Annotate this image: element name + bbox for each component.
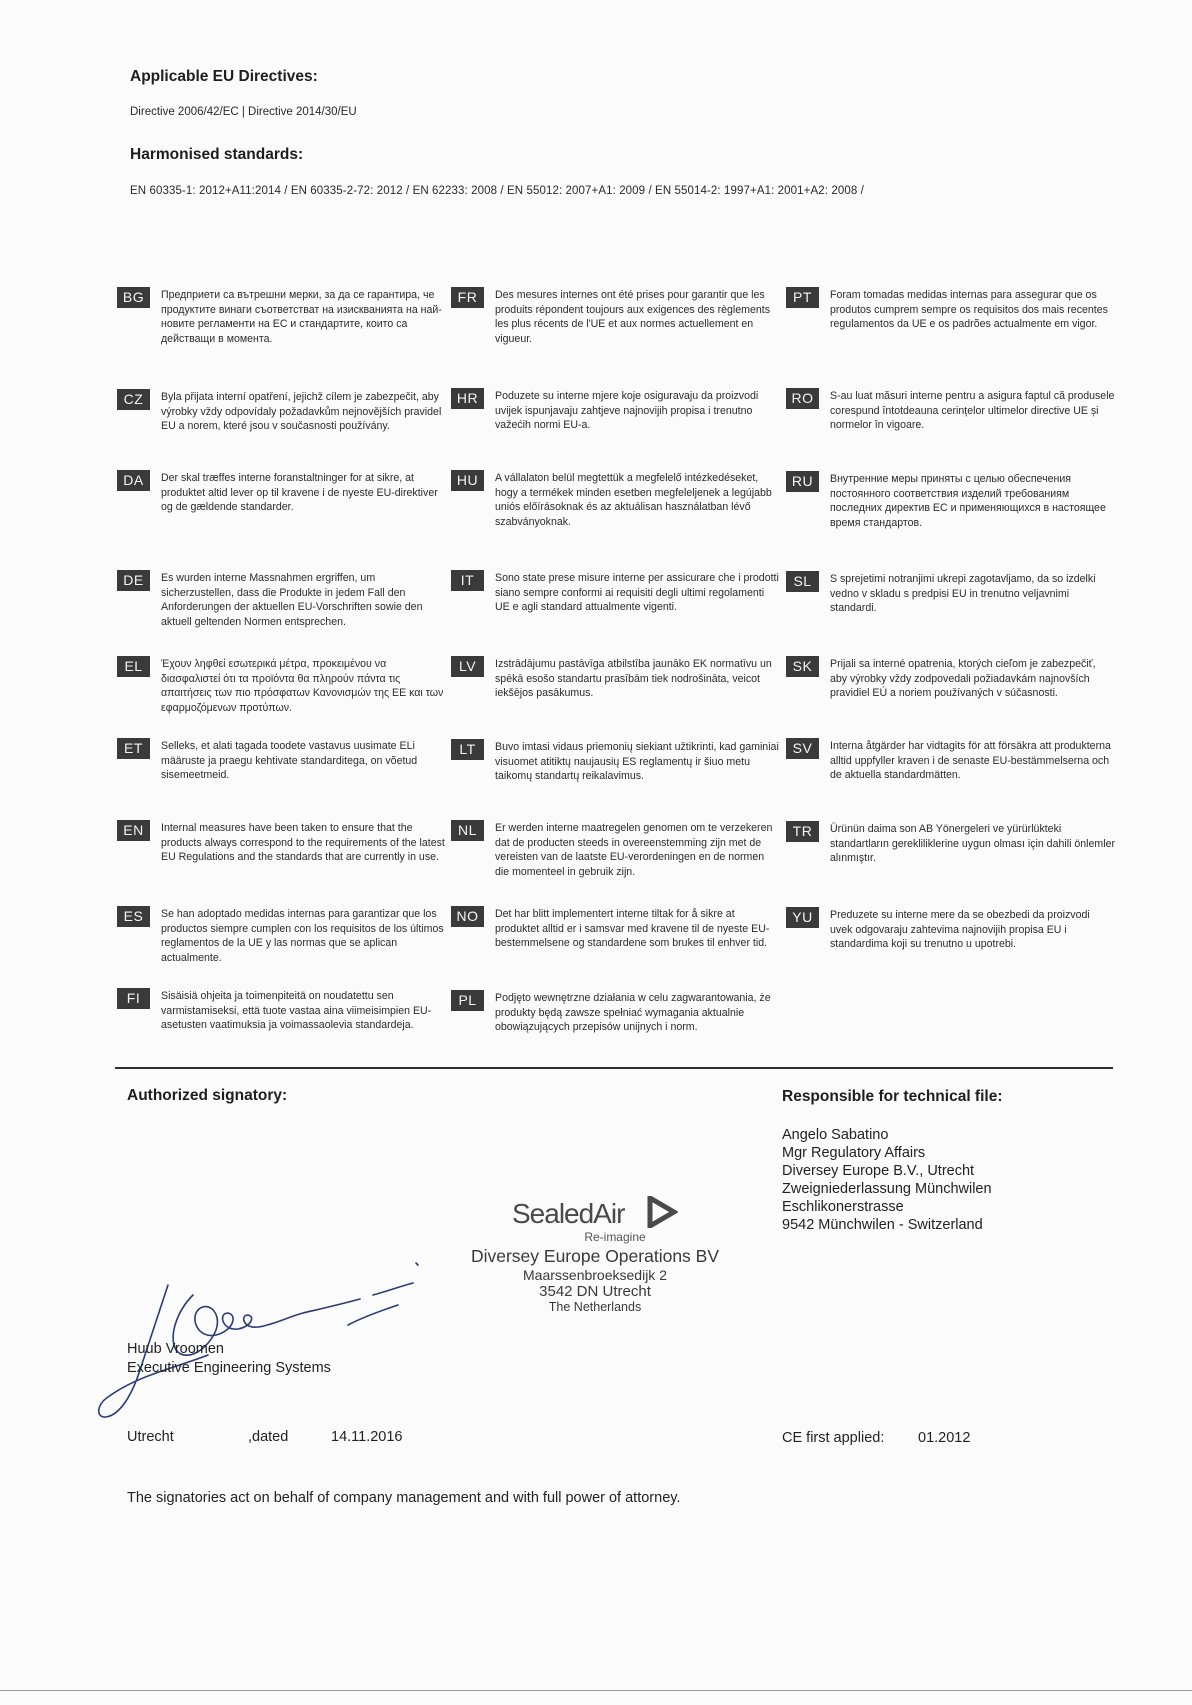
lang-code-badge: TR bbox=[786, 821, 819, 842]
company-logo bbox=[440, 1196, 750, 1234]
lang-statement: Der skal træffes interne foranstaltninger for at sikre, at produktet altid lever op til kravene i de nyeste EU-direktiver og de gældende standarder. bbox=[161, 472, 438, 514]
lang-code-badge: CZ bbox=[117, 389, 150, 410]
lang-code-badge: PT bbox=[786, 287, 819, 308]
lang-code-badge: NO bbox=[451, 906, 484, 927]
contact-line: Diversey Europe B.V., Utrecht bbox=[782, 1163, 975, 1179]
contact-line: Eschlikonerstrasse bbox=[782, 1199, 904, 1215]
section-divider bbox=[115, 1067, 1113, 1069]
directives-heading: Applicable EU Directives: bbox=[130, 68, 318, 85]
lang-statement: Selleks, et alati tagada toodete vastavus uusimate ELi määruste ja praegu kehtivate standarditega, on võetud sisemeetmeid. bbox=[161, 740, 418, 782]
signatory-heading: Authorized signatory: bbox=[127, 1087, 288, 1104]
lang-statement: S sprejetimi notranjimi ukrepi zagotavljamo, da so izdelki vedno v skladu s predpisi EU in trenutno veljavnimi standardi. bbox=[830, 573, 1096, 615]
lang-statement: Er werden interne maatregelen genomen om te verzekeren dat de producten steeds in overeenstemming zijn met de vereisten van de laatste EU-verordeningen en de normen die momenteel in gebruik zijn. bbox=[495, 822, 773, 878]
ce-first-applied-label: CE first applied: bbox=[782, 1430, 885, 1446]
lang-code-badge: RU bbox=[786, 471, 819, 492]
lang-code-badge: RO bbox=[786, 388, 819, 409]
lang-statement: Foram tomadas medidas internas para assegurar que os produtos cumprem sempre os requisitos dos mais recentes regulamentos da UE e os padrões actualmente em vigor. bbox=[830, 289, 1108, 331]
handwritten-signature bbox=[98, 1255, 438, 1425]
lang-statement: Sono state prese misure interne per assicurare che i prodotti siano sempre conformi ai requisiti degli ultimi regolamenti UE e agli standard attualmente vigenti. bbox=[495, 572, 779, 614]
signing-date: 14.11.2016 bbox=[331, 1429, 403, 1445]
logo-tagline: Re-imagine bbox=[584, 1230, 646, 1244]
lang-code-badge: BG bbox=[117, 287, 150, 308]
lang-statement: Es wurden interne Massnahmen ergriffen, um sicherzustellen, dass die Produkte in jedem Fall den Anforderungen der aktuellen EU-Vorschriften sowie den aktuell geltenden Normen entsprechen. bbox=[161, 572, 423, 628]
lang-statement: Poduzete su interne mjere koje osiguravaju da proizvodi uvijek ispunjavaju zahtjeve najnovijih propisa i trenutno važećih normi EU-a. bbox=[495, 390, 759, 432]
lang-statement: Внутренние меры приняты с целью обеспечения постоянного соответствия изделий требованиям последних директив ЕС и применяющихся в настоящее время стандартов. bbox=[830, 473, 1106, 529]
standards-text: EN 60335-1: 2012+A11:2014 / EN 60335-2-72: 2012 / EN 62233: 2008 / EN 55012: 2007+A1: 2009 / EN 55014-2: 1997+A1: 2001+A2: 2008 / bbox=[130, 185, 864, 197]
signatory-title: Executive Engineering Systems bbox=[127, 1360, 331, 1376]
contact-line: 9542 Münchwilen - Switzerland bbox=[782, 1217, 983, 1233]
technical-file-contact bbox=[782, 1126, 992, 1234]
contact-line: Mgr Regulatory Affairs bbox=[782, 1145, 926, 1161]
lang-code-badge: DE bbox=[117, 570, 150, 591]
lang-code-badge: SV bbox=[786, 738, 819, 759]
page-bottom-line bbox=[0, 1690, 1192, 1691]
lang-statement: Podjęto wewnętrzne działania w celu zagwarantowania, że produkty będą zawsze spełniać wymagania aktualnie obowiązujących przepisów unijnych i norm. bbox=[495, 992, 771, 1034]
lang-statement: S-au luat măsuri interne pentru a asigura faptul că produsele corespund întotdeauna cerințelor ultimelor directive UE și normelor în vigoare. bbox=[830, 390, 1115, 432]
lang-code-badge: SL bbox=[786, 571, 819, 592]
company-country: The Netherlands bbox=[548, 1300, 642, 1314]
lang-code-badge: NL bbox=[451, 820, 484, 841]
lang-statement: Έχουν ληφθεί εσωτερικά μέτρα, προκειμένου να διασφαλιστεί ότι τα προϊόντα θα πληρούν πάντα τις απαιτήσεις των πιο πρόσφατων Κανονισμών της ΕΕ και των εφαρμοζόμενων προτύπων. bbox=[161, 658, 444, 714]
lang-code-badge: ES bbox=[117, 906, 150, 927]
company-name: Diversey Europe Operations BV bbox=[470, 1246, 720, 1266]
lang-statement: Interna åtgärder har vidtagits för att försäkra att produkterna alltid uppfyller kraven i de senaste EU-bestämmelserna och de aktuella standardmätten. bbox=[830, 740, 1111, 782]
lang-code-badge: HU bbox=[451, 470, 484, 491]
lang-statement: Preduzete su interne mere da se obezbedi da proizvodi uvek odgovaraju zahtevima najnovijih propisa EU i standardima koji su trenutno u upotrebi. bbox=[830, 909, 1090, 951]
lang-code-badge: SK bbox=[786, 656, 819, 677]
lang-code-badge: FI bbox=[117, 988, 150, 1009]
company-street: Maarssenbroeksedijk 2 bbox=[523, 1267, 667, 1283]
dated-label: ,dated bbox=[248, 1429, 289, 1445]
standards-heading: Harmonised standards: bbox=[130, 146, 304, 163]
lang-statement: A vállalaton belül megtettük a megfelelő intézkedéseket, hogy a termékek minden esetben megfeleljenek a legújabb uniós előírásoknak és az aktuálisan használatban lévő szabványoknak. bbox=[495, 472, 772, 528]
company-block bbox=[440, 1196, 750, 1315]
lang-code-badge: LT bbox=[451, 739, 484, 760]
lang-statement: Se han adoptado medidas internas para garantizar que los productos siempre cumplen con los requisitos de los últimos reglamentos de la UE y las normas que se aplican actualmente. bbox=[161, 908, 444, 964]
lang-statement: Byla přijata interní opatření, jejichž cílem je zabezpečit, aby výrobky vždy odpovídaly požadavkům nejnovějších pravidel EU a norem, které jsou v současnosti používány. bbox=[161, 391, 442, 433]
footer-note: The signatories act on behalf of company management and with full power of attorney. bbox=[127, 1490, 681, 1506]
lang-code-badge: ET bbox=[117, 738, 150, 759]
lang-code-badge: LV bbox=[451, 656, 484, 677]
lang-code-badge: EL bbox=[117, 656, 150, 677]
lang-code-badge: PL bbox=[451, 990, 484, 1011]
technical-file-heading: Responsible for technical file: bbox=[782, 1088, 1003, 1105]
logo-wordmark: SealedAir bbox=[512, 1198, 625, 1229]
company-city: 3542 DN Utrecht bbox=[539, 1283, 651, 1300]
lang-statement: Предприети са вътрешни мерки, за да се гарантира, че продуктите винаги съответстват на изискванията на най-новите регламенти на ЕС и стандартите, които са действащи в момента. bbox=[161, 289, 442, 345]
lang-code-badge: HR bbox=[451, 388, 484, 409]
lang-code-badge: YU bbox=[786, 907, 819, 928]
signatory-name: Huub Vroomen bbox=[127, 1341, 224, 1357]
contact-line: Zweigniederlassung Münchwilen bbox=[782, 1181, 992, 1197]
lang-statement: Prijali sa interné opatrenia, ktorých cieľom je zabezpečiť, aby výrobky vždy zodpovedali požiadavkám najnovších pravidiel EÚ a noriem používaných v súčasnosti. bbox=[830, 658, 1096, 700]
ce-first-applied-value: 01.2012 bbox=[918, 1430, 971, 1446]
lang-statement: Ürünün daima son AB Yönergeleri ve yürürlükteki standartların gerekliliklerine uygun olması için dahili önlemler alınmıştır. bbox=[830, 823, 1115, 865]
lang-code-badge: DA bbox=[117, 470, 150, 491]
contact-line: Angelo Sabatino bbox=[782, 1127, 889, 1143]
lang-statement: Buvo imtasi vidaus priemonių siekiant užtikrinti, kad gaminiai visuomet atitiktų naujausių ES reglamentų ir šiuo metu taikomų standartų reikalavimus. bbox=[495, 741, 779, 783]
lang-code-badge: IT bbox=[451, 570, 484, 591]
lang-statement: Izstrādājumu pastāvīga atbilstība jaunāko EK normatīvu un spēkā esošo standartu prasībām tiek nodrošināta, veicot iekšējos pasākumus. bbox=[495, 658, 772, 700]
directives-text: Directive 2006/42/EC | Directive 2014/30/EU bbox=[130, 106, 357, 118]
lang-statement: Des mesures internes ont été prises pour garantir que les produits répondent toujours aux exigences des règlements les plus récents de l'UE et aux normes actuellement en vigueur. bbox=[495, 289, 771, 345]
lang-code-badge: EN bbox=[117, 820, 150, 841]
logo-mark-icon bbox=[646, 1196, 678, 1228]
lang-code-badge: FR bbox=[451, 287, 484, 308]
lang-statement: Det har blitt implementert interne tiltak for å sikre at produktet alltid er i samsvar med kravene til de nyeste EU-bestemmelsene og standardene som brukes til enhver tid. bbox=[495, 908, 770, 950]
lang-statement: Sisäisiä ohjeita ja toimenpiteitä on noudatettu sen varmistamiseksi, että tuote vastaa aina viimeisimpien EU-asetusten vaatimuksia ja voimassaolevia standardeja. bbox=[161, 990, 432, 1032]
lang-statement: Internal measures have been taken to ensure that the products always correspond to the requirements of the latest EU Regulations and the standards that are currently in use. bbox=[161, 822, 445, 864]
signing-place: Utrecht bbox=[127, 1429, 174, 1445]
